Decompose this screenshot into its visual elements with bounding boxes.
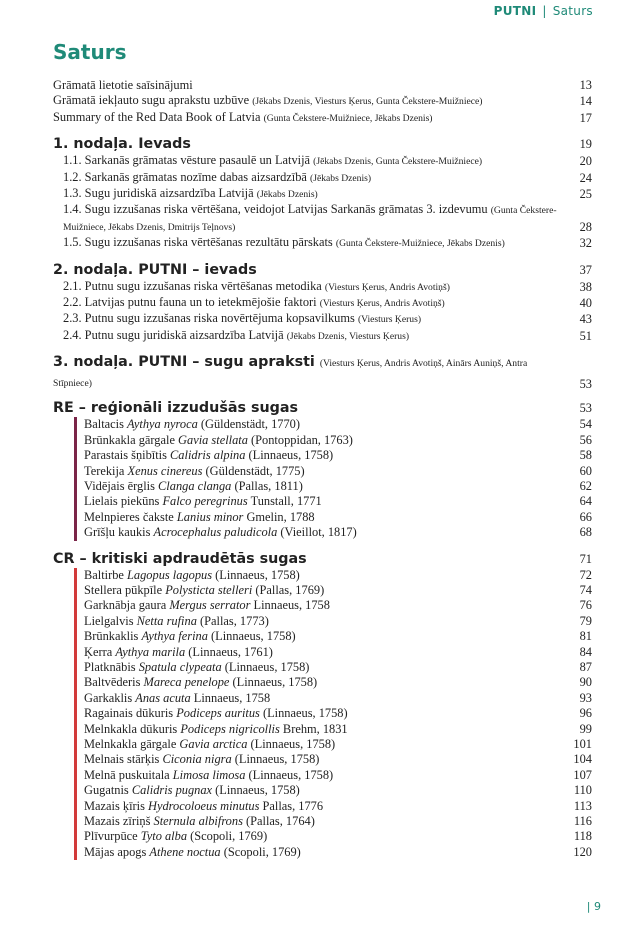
entry-title: Summary of the Red Data Book of Latvia [53,109,261,124]
species-latin-name: Gavia arctica [179,737,248,751]
chapter-page: 37 [579,262,592,277]
re-heading[interactable] [53,399,592,417]
species-entry[interactable] [84,417,592,432]
chapter-page: 53 [579,401,592,416]
spacer [53,126,592,135]
entry-page: 25 [579,187,592,202]
entry-page: 43 [579,312,592,327]
entry-page: 38 [579,279,592,294]
cr-species-group [74,568,592,861]
species-entry[interactable] [84,464,592,479]
species-author: (Pallas, 1811) [231,478,303,493]
entry-title: 2.1. Putnu sugu izzušanas riska vērtēšanas metodika [63,278,322,293]
entry-page: 79 [579,613,592,628]
species-latin-name: Calidris alpina [170,448,246,463]
page-number: 9 [594,900,601,913]
species-entry[interactable] [84,737,592,752]
species-latin-name: Sternula albifrons [153,814,243,829]
entry-title: 2.3. Putnu sugu izzušanas riska novērtējuma kopsavilkums [63,311,355,326]
entry-page: 104 [573,752,592,767]
species-author: (Linnaeus, 1758) [247,737,336,751]
species-latin-name: Podiceps auritus [176,706,260,721]
species-entry[interactable] [84,845,592,860]
entry-page: 120 [573,844,592,859]
species-entry[interactable] [84,448,592,463]
species-latin-name: Aythya nyroca [127,417,198,432]
species-common-name: Lielais piekūns [84,494,163,509]
species-latin-name: Lagopus lagopus [127,567,213,582]
species-entry[interactable] [84,598,592,613]
species-latin-name: Acrocephalus paludicola [153,525,278,540]
species-entry[interactable] [84,768,592,783]
species-common-name: Melnkakla dūkuris [84,721,181,736]
species-author: (Pallas, 1769) [252,582,325,597]
species-latin-name: Spatula clypeata [138,659,222,674]
entry-page: 99 [579,721,592,736]
entry-authors: (Viesturs Ķerus) [357,314,422,326]
entry-page: 96 [579,706,592,721]
chapter-3-heading[interactable] [53,353,592,393]
species-latin-name: Tyto alba [140,829,188,844]
entry-page: 90 [579,675,592,690]
entry-authors: (Viesturs Ķerus, Andris Avotiņš) [319,298,445,310]
species-entry[interactable] [84,752,592,767]
entry-page: 56 [579,432,592,447]
section-entry[interactable] [53,328,592,344]
species-common-name: Brūnkakla gārgale [84,432,179,447]
species-latin-name: Aythya ferina [141,629,208,644]
entry-page: 14 [579,94,592,109]
species-common-name: Mazais ķīris [84,798,149,813]
entry-title: 2.2. Latvijas putnu fauna un to ietekmējošie faktori [63,295,317,310]
spacer [53,252,592,261]
species-entry[interactable] [84,783,592,798]
species-author: (Linnaeus, 1758) [259,706,348,721]
section-entry[interactable] [53,170,592,186]
spacer [53,541,592,550]
species-entry[interactable] [84,568,592,583]
entry-page: 32 [579,236,592,251]
species-entry[interactable] [84,510,592,525]
species-entry[interactable] [84,583,592,598]
species-latin-name: Aythya marila [115,644,186,659]
running-header [494,4,593,18]
species-entry[interactable] [84,691,592,706]
chapter-page: 53 [579,377,592,392]
re-species-group [74,417,592,540]
entry-title: 1.2. Sarkanās grāmatas nozīme dabas aizsardzībā [63,169,307,184]
species-latin-name: Anas acuta [135,690,191,705]
species-author: (Linnaeus, 1758) [207,629,296,644]
species-author: Linnaeus, 1758 [250,598,330,613]
header-section: PUTNI [493,4,537,18]
species-author: Brehm, 1831 [279,721,348,736]
species-latin-name: Hydrocoloeus minutus [148,798,260,813]
species-common-name: Baltvēderis [84,675,144,690]
species-common-name: Plīvurpūce [84,829,141,844]
entry-authors: (Gunta Čekstere-Muižniece, Jēkabs Dzenis, Dmitrijs Teļnovs) [63,205,557,233]
entry-page: 118 [573,829,592,844]
species-common-name: Melnā puskuitala [84,767,173,782]
species-common-name: Ķerra [84,644,116,659]
species-common-name: Brūnkaklis [84,629,142,644]
species-common-name: Garknābja gaura [84,598,170,613]
spacer [53,344,592,353]
species-latin-name: Limosa limosa [172,767,246,782]
species-entry[interactable] [84,629,592,644]
section-entry[interactable] [53,295,592,311]
species-author: (Pontoppidan, 1763) [247,432,353,447]
species-entry[interactable] [84,660,592,675]
species-author: (Linnaeus, 1758) [245,448,334,463]
entry-page: 58 [579,448,592,463]
entry-page: 81 [579,629,592,644]
species-common-name: Lielgalvis [84,613,137,628]
species-latin-name: Ciconia nigra [162,752,232,767]
species-author: (Scopoli, 1769) [187,829,268,844]
header-subtitle: Saturs [552,4,593,18]
section-entry[interactable] [53,153,592,169]
entry-page: 93 [579,690,592,705]
chapter-title: 2. nodaļa. PUTNI – ievads [53,261,257,278]
species-author: (Linnaeus, 1758) [212,783,300,798]
entry-authors: (Jēkabs Dzenis) [256,189,318,201]
species-entry[interactable] [84,494,592,509]
page-title: Saturs [53,40,127,64]
species-latin-name: Gavia stellata [178,432,248,447]
species-common-name: Vidējais ērglis [84,478,159,493]
entry-authors: (Jēkabs Dzenis, Viesturs Ķerus) [286,330,410,342]
entry-page: 66 [579,509,592,524]
species-latin-name: Athene noctua [149,844,221,859]
species-latin-name: Netta rufina [136,613,197,628]
section-entry[interactable] [53,186,592,202]
species-author: (Linnaeus, 1758) [221,659,310,674]
chapter-1-heading[interactable] [53,135,592,153]
species-common-name: Garkaklis [84,690,136,705]
entry-title: Grāmatā iekļauto sugu aprakstu uzbūve [53,93,250,108]
species-common-name: Terekija [84,463,128,478]
entry-authors: (Gunta Čekstere-Muižniece, Jēkabs Dzenis) [263,112,433,124]
species-author: (Pallas, 1764) [242,814,315,829]
species-common-name: Baltacis [84,417,128,432]
species-author: (Linnaeus, 1761) [185,644,273,659]
entry-page: 113 [573,798,592,813]
header-divider: | [542,4,547,18]
species-author: (Linnaeus, 1758) [212,567,300,582]
species-common-name: Stellera pūkpīle [84,582,166,597]
species-entry[interactable] [84,706,592,721]
chapter-title: RE – reģionāli izzudušās sugas [53,400,299,417]
species-common-name: Melnais stārķis [84,752,163,767]
species-latin-name: Lanius minor [176,509,244,524]
species-author: (Linnaeus, 1758) [245,767,334,782]
species-entry[interactable] [84,829,592,844]
front-matter-entry[interactable] [53,110,592,126]
species-author: (Güldenstädt, 1775) [202,463,305,478]
species-common-name: Melnkakla gārgale [84,737,180,751]
species-entry[interactable] [84,722,592,737]
chapter-title: 3. nodaļa. PUTNI – sugu apraksti [53,354,315,371]
species-entry[interactable] [84,814,592,829]
species-common-name: Melnpieres čakste [84,509,177,524]
chapter-2-heading[interactable] [53,261,592,279]
entry-authors: (Gunta Čekstere-Muižniece, Jēkabs Dzenis) [335,238,505,250]
section-entry[interactable] [53,235,592,251]
entry-page: 116 [573,814,592,829]
table-of-contents [53,78,592,860]
entry-page: 107 [573,767,592,782]
species-latin-name: Mergus serrator [169,598,251,613]
entry-authors: (Viesturs Ķerus, Andris Avotiņš) [324,281,450,293]
species-latin-name: Clanga clanga [158,478,232,493]
species-author: (Linnaeus, 1758) [229,675,318,690]
front-matter-entry[interactable] [53,78,592,93]
front-matter-entry[interactable] [53,93,592,109]
entry-page: 20 [579,154,592,169]
species-common-name: Gugatnis [84,783,132,798]
entry-page: 17 [579,110,592,125]
entry-page: 24 [579,170,592,185]
species-entry[interactable] [84,525,592,540]
species-common-name: Platknābis [84,659,139,674]
species-author: (Linnaeus, 1758) [231,752,320,767]
species-latin-name: Xenus cinereus [127,463,203,478]
species-author: (Scopoli, 1769) [220,844,301,859]
entry-page: 64 [579,494,592,509]
species-author: Pallas, 1776 [259,798,324,813]
species-latin-name: Polysticta stelleri [165,582,253,597]
section-entry[interactable] [53,311,592,327]
entry-page: 51 [579,328,592,343]
species-author: Linnaeus, 1758 [190,690,271,705]
entry-authors: (Jēkabs Dzenis, Gunta Čekstere-Muižniece) [313,156,483,168]
entry-page: 72 [579,567,592,582]
entry-page: 110 [573,783,592,798]
entry-page: 74 [579,582,592,597]
chapter-page: 71 [579,551,592,566]
page-footer: | 9 [586,900,601,913]
species-author: (Vieillot, 1817) [277,525,357,540]
entry-page: 68 [579,525,592,540]
species-common-name: Baltirbe [84,567,128,582]
species-latin-name: Calidris pugnax [131,783,213,798]
species-author: (Güldenstädt, 1770) [197,417,300,432]
species-entry[interactable] [84,799,592,814]
entry-title: 1.4. Sugu izzušanas riska vērtēšana, veidojot Latvijas Sarkanās grāmatas 3. izdevumu [63,202,488,217]
entry-page: 101 [573,737,592,751]
entry-authors: (Jēkabs Dzenis) [310,172,372,184]
species-common-name: Parastais šņibītis [84,448,171,463]
species-latin-name: Podiceps nigricollis [180,721,280,736]
entry-title: 2.4. Putnu sugu juridiskā aizsardzība Latvijā [63,327,284,342]
species-author: (Pallas, 1773) [196,613,269,628]
entry-page: 87 [579,659,592,674]
chapter-title: CR – kritiski apdraudētās sugas [53,550,307,567]
entry-page: 84 [579,644,592,659]
species-common-name: Ragainais dūkuris [84,706,177,721]
entry-page: 28 [579,219,592,234]
entry-authors: (Jēkabs Dzenis, Viesturs Ķerus, Gunta Čekstere-Muižniece) [252,96,483,108]
species-entry[interactable] [84,433,592,448]
species-entry[interactable] [84,614,592,629]
entry-title: 1.5. Sugu izzušanas riska vērtēšanas rezultātu pārskats [63,235,333,250]
species-author: Gmelin, 1788 [243,509,315,524]
entry-page: 60 [579,463,592,478]
species-latin-name: Mareca penelope [143,675,230,690]
section-entry[interactable] [53,279,592,295]
species-entry[interactable] [84,479,592,494]
entry-page: 62 [579,478,592,493]
entry-page: 54 [579,417,592,432]
section-entry[interactable] [53,202,592,235]
chapter-page: 19 [579,137,592,152]
entry-title: 1.1. Sarkanās grāmatas vēsture pasaulē un Latvijā [63,153,311,168]
species-entry[interactable] [84,675,592,690]
chapter-authors: (Viesturs Ķerus, Andris Avotiņš, Ainārs Auniņš, Antra Stīpniece) [53,358,528,390]
species-latin-name: Falco peregrinus [162,494,248,509]
cr-heading[interactable] [53,550,592,568]
entry-title: Grāmatā lietotie saīsinājumi [53,78,193,92]
species-common-name: Mazais zīriņš [84,814,154,829]
species-common-name: Mājas apogs [84,844,150,859]
chapter-title: 1. nodaļa. Ievads [53,136,191,153]
species-common-name: Grīšļu kaukis [84,525,154,540]
entry-page: 13 [579,78,592,92]
species-author: Tunstall, 1771 [247,494,322,509]
species-entry[interactable] [84,645,592,660]
entry-title: 1.3. Sugu juridiskā aizsardzība Latvijā [63,186,254,201]
entry-page: 76 [579,598,592,613]
entry-page: 40 [579,296,592,311]
